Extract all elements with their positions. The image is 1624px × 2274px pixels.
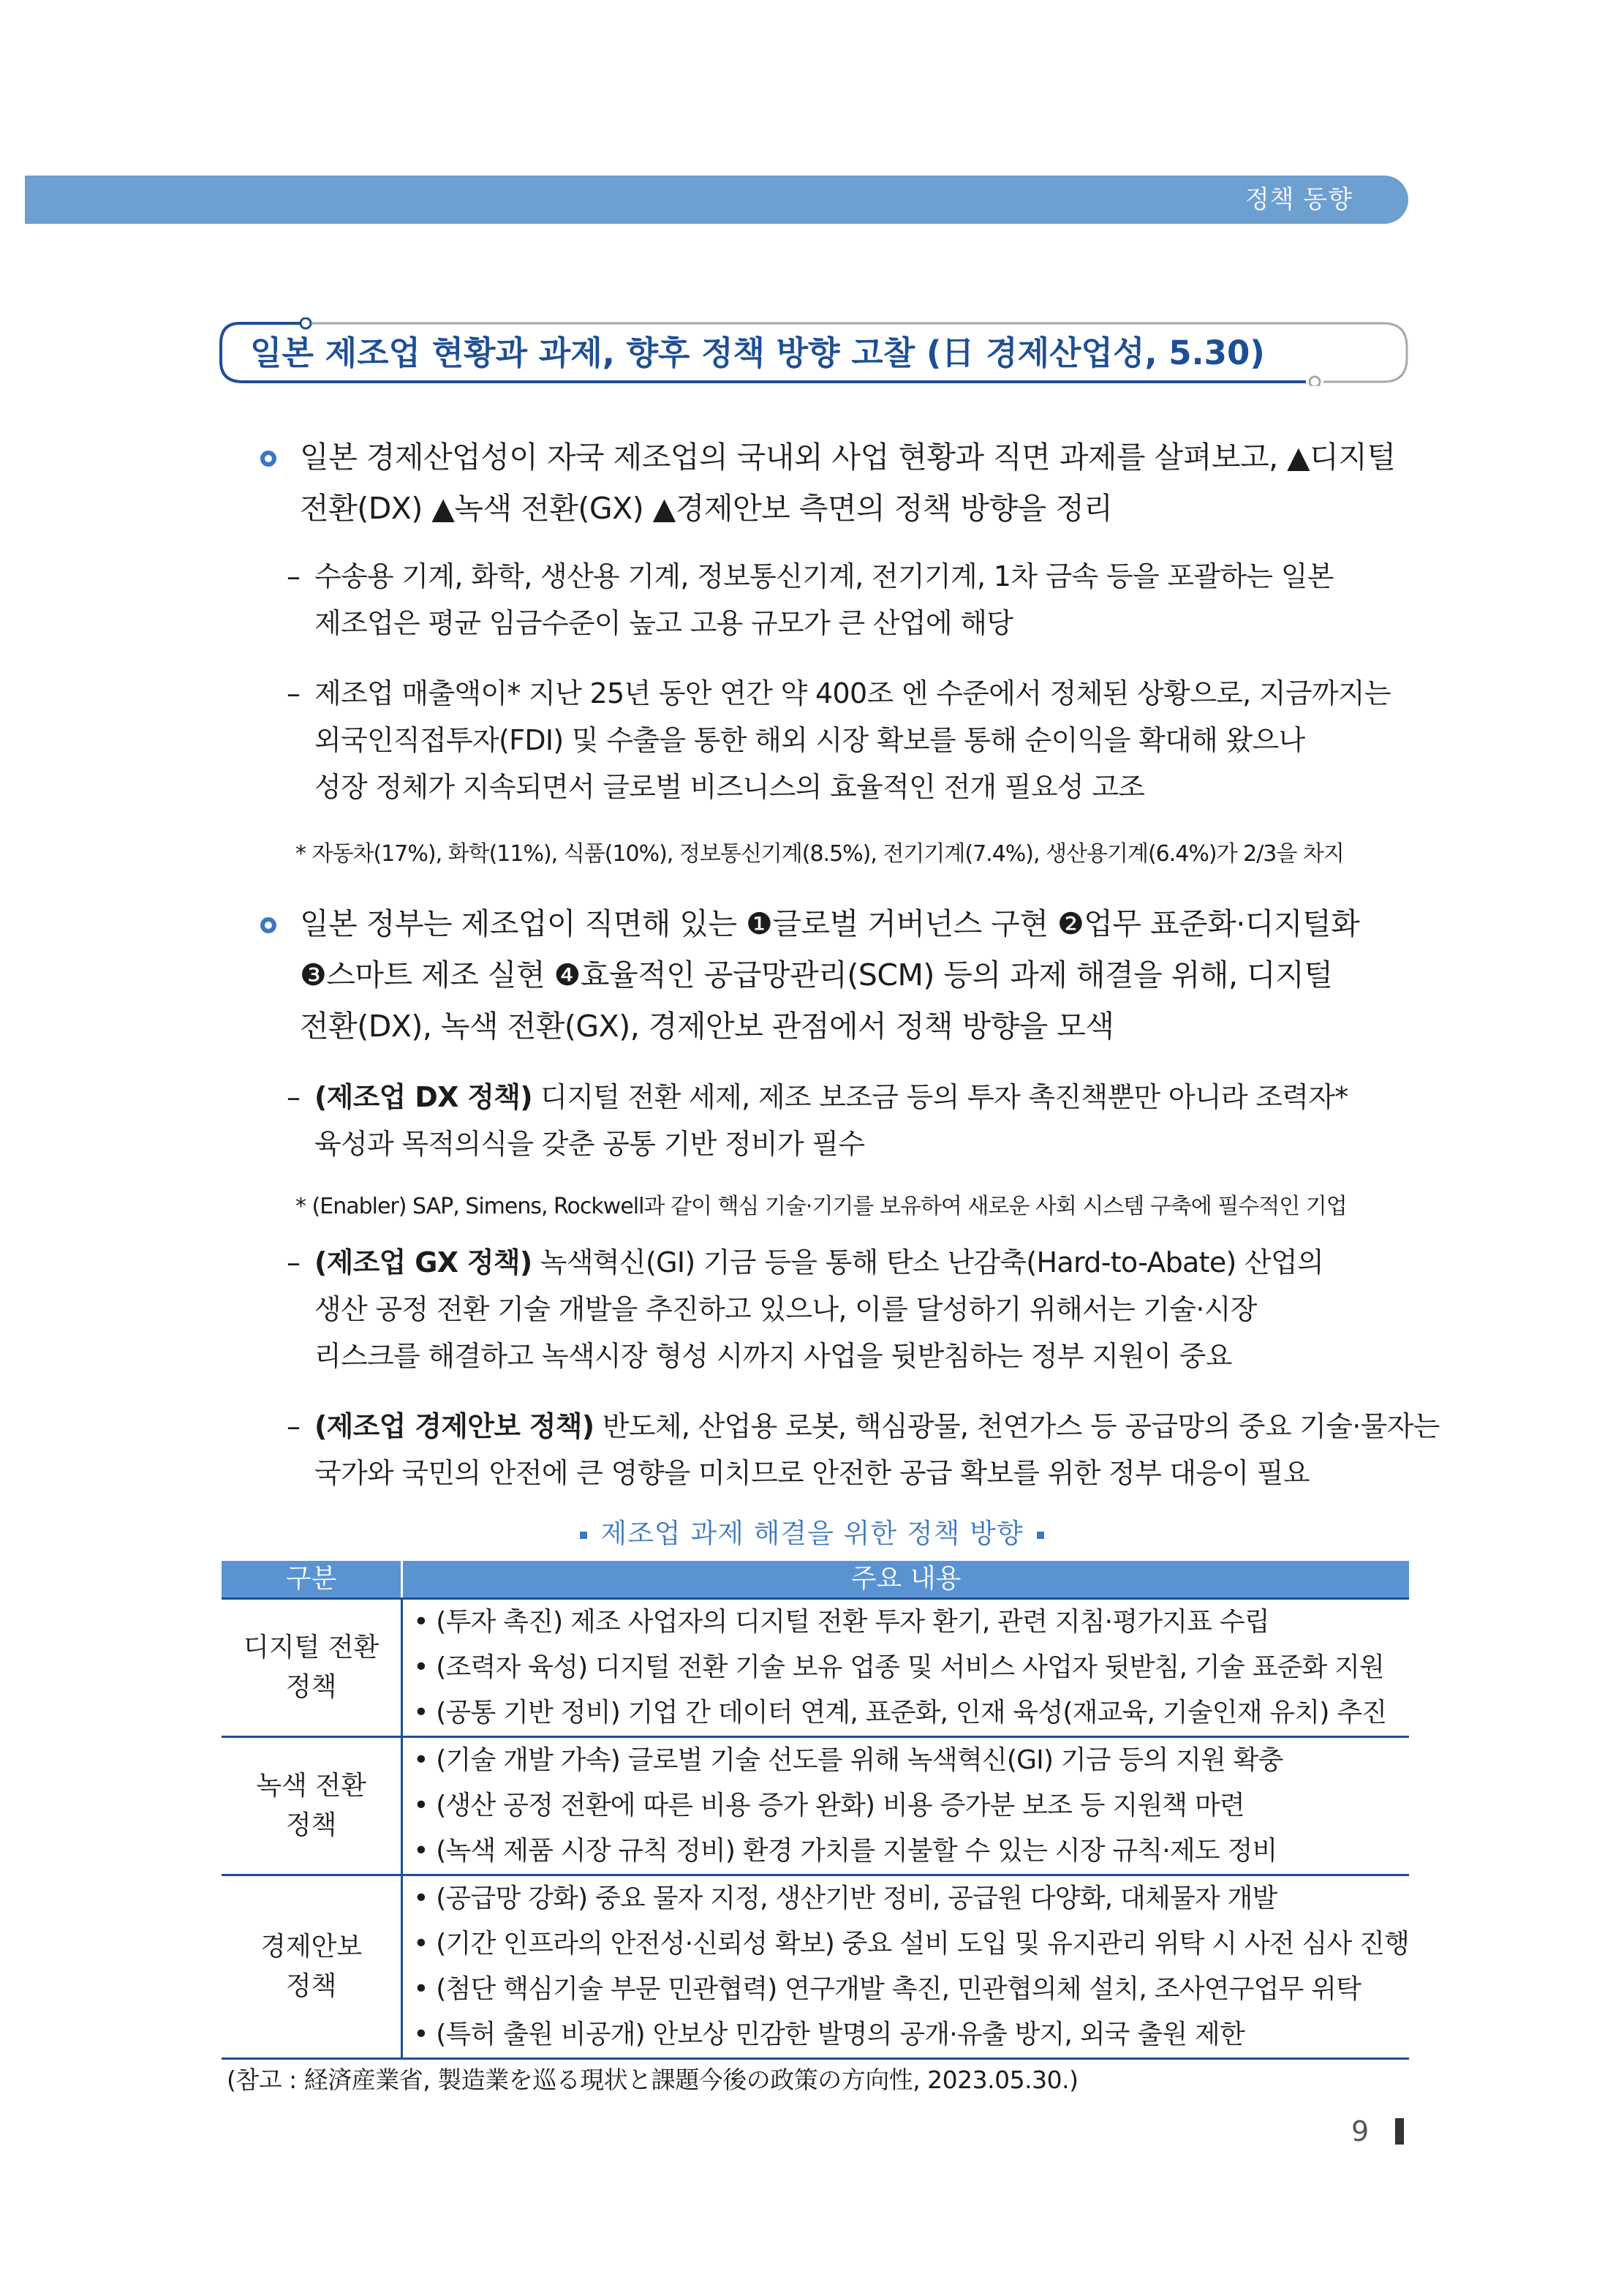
main-bullet [257,432,1420,534]
table-row [222,1599,1409,1737]
sub-point [287,670,1420,810]
table-item: • (기간 인프라의 안전성·신뢰성 확보) 중요 설비 도입 및 유지관리 위탁 시 사전 심사 진행 [413,1929,1409,1959]
table-header-row [222,1561,1409,1599]
section-label: 정책 동향 [1245,185,1353,214]
table-caption [0,1516,1624,1551]
category-label: 정책 [285,1810,337,1840]
section-header-bar [25,176,1408,224]
sub-point-line: 국가와 국민의 안전에 큰 영향을 미치므로 안전한 공급 확보를 위한 정부 대응이 필요 [314,1457,1310,1489]
table-row [222,1875,1409,2059]
table-category-cell [222,1875,402,2059]
circle-bullet-icon [260,451,276,467]
category-label: 정책 [285,1672,337,1702]
table-item: • (공급망 강화) 중요 물자 지정, 생산기반 정비, 공급원 다양화, 대체물자 개발 [413,1883,1277,1913]
sub-point-line: 생산 공정 전환 기술 개발을 추진하고 있으나, 이를 달성하기 위해서는 기술·시장 [314,1293,1257,1325]
sub-point-gx [287,1239,1420,1379]
table-items-cell [402,1875,1409,2059]
table-category-cell [222,1599,402,1737]
table-item: • (특허 출원 비공개) 안보상 민감한 발명의 공개·유출 방지, 외국 출원 제한 [413,2019,1245,2049]
table-row [222,1737,1409,1875]
table-items-cell [402,1737,1409,1875]
table-item: • (공통 기반 정비) 기업 간 데이터 연계, 표준화, 인재 육성(재교육, 기술인재 유치) 추진 [413,1698,1387,1728]
dash-mark: – [287,1081,301,1113]
table-caption-text: 제조업 과제 해결을 위한 정책 방향 [600,1518,1024,1549]
sub-point-line: 제조업 매출액이* 지난 25년 동안 연간 약 400조 엔 수준에서 정체된 상황으로, 지금까지는 [314,677,1391,709]
sub-point-dx [287,1074,1420,1167]
dash-mark: – [287,1410,301,1442]
dash-mark: – [287,677,301,709]
table-item: • (녹색 제품 시장 규칙 정비) 환경 가치를 지불할 수 있는 시장 규칙·제도 정비 [413,1836,1277,1866]
footnote: * (Enabler) SAP, Simens, Rockwell과 같이 핵심 기술·기기를 보유하여 새로운 사회 시스템 구축에 필수적인 기업 [295,1194,1347,1219]
sub-point-economic-security [287,1403,1440,1496]
sub-point-line: 리스크를 해결하고 녹색시장 형성 시까지 사업을 뒷받침하는 정부 지원이 중요 [314,1340,1232,1372]
reference-note: (참고 : 経済産業省, 製造業を巡る現状と課題今後の政策の方向性, 2023.05.30.) [227,2066,1079,2094]
main-bullet [257,898,1420,1052]
table-header-content: 주요 내용 [402,1561,1409,1599]
sub-point-line: 육성과 목적의식을 갖춘 공통 기반 정비가 필수 [314,1128,865,1160]
category-label: 디지털 전환 [243,1633,379,1663]
page-marker [1395,2118,1404,2145]
sub-point-line: 수송용 기계, 화학, 생산용 기계, 정보통신기계, 전기기계, 1차 금속 등을 포괄하는 일본 [314,560,1334,592]
category-label: 경제안보 [260,1932,363,1962]
table-item: • (첨단 핵심기술 부문 민관협력) 연구개발 촉진, 민관협의체 설치, 조사연구업무 위탁 [413,1974,1361,2004]
article-title: 일본 제조업 현황과 과제, 향후 정책 방향 고찰 (日 경제산업성, 5.30) [250,334,1265,372]
sub-point-line: 반도체, 산업용 로봇, 핵심광물, 천연가스 등 공급망의 중요 기술·물자는 [594,1410,1440,1442]
policy-keyword: (제조업 경제안보 정책) [314,1410,594,1442]
policy-table [222,1561,1409,2060]
table-item: • (생산 공정 전환에 따른 비용 증가 완화) 비용 증가분 보조 등 지원책 마련 [413,1791,1245,1821]
bullet-line: ❸스마트 제조 실현 ❹효율적인 공급망관리(SCM) 등의 과제 해결을 위해, 디지털 [300,957,1333,993]
policy-keyword: (제조업 DX 정책) [314,1081,532,1113]
page-number: 9 [1351,2115,1370,2147]
sub-point-line: 제조업은 평균 임금수준이 높고 고용 규모가 큰 산업에 해당 [314,607,1013,639]
caption-square-icon [580,1532,587,1539]
caption-square-icon [1037,1532,1044,1539]
dash-mark: – [287,1246,301,1279]
dash-mark: – [287,560,301,592]
sub-point [287,553,1420,647]
sub-point-line: 성장 정체가 지속되면서 글로벌 비즈니스의 효율적인 전개 필요성 고조 [314,771,1145,803]
table-item: • (기술 개발 가속) 글로벌 기술 선도를 위해 녹색혁신(GI) 기금 등의 지원 확충 [413,1745,1283,1775]
sub-point-line: 디지털 전환 세제, 제조 보조금 등의 투자 촉진책뿐만 아니라 조력자* [532,1081,1348,1113]
circle-bullet-icon [260,917,276,933]
article-title-box [216,317,1413,386]
bullet-line: 전환(DX), 녹색 전환(GX), 경제안보 관점에서 정책 방향을 모색 [300,1009,1114,1044]
table-items-cell [402,1599,1409,1737]
sub-point-line: 외국인직접투자(FDI) 및 수출을 통한 해외 시장 확보를 통해 순이익을 확대해 왔으나 [314,724,1305,756]
bullet-line: 일본 정부는 제조업이 직면해 있는 ❶글로벌 거버넌스 구현 ❷업무 표준화·디지털화 [300,906,1360,941]
table-item: • (조력자 육성) 디지털 전환 기술 보유 업종 및 서비스 사업자 뒷받침, 기술 표준화 지원 [413,1652,1385,1682]
table-header-category: 구분 [222,1561,402,1599]
table-item: • (투자 촉진) 제조 사업자의 디지털 전환 투자 환기, 관련 지침·평가지표 수립 [413,1607,1269,1637]
bullet-line: 일본 경제산업성이 자국 제조업의 국내외 사업 현황과 직면 과제를 살펴보고, ▲디지털 [300,440,1396,475]
table-category-cell [222,1737,402,1875]
bullet-line: 전환(DX) ▲녹색 전환(GX) ▲경제안보 측면의 정책 방향을 정리 [300,491,1113,526]
sub-point-line: 녹색혁신(GI) 기금 등을 통해 탄소 난감축(Hard-to-Abate) 산업의 [532,1246,1324,1279]
footnote: * 자동차(17%), 화학(11%), 식품(10%), 정보통신기계(8.5%), 전기기계(7.4%), 생산용기계(6.4%)가 2/3을 차지 [295,841,1344,867]
category-label: 녹색 전환 [256,1771,366,1801]
category-label: 정책 [285,1971,337,2001]
policy-keyword: (제조업 GX 정책) [314,1246,532,1279]
